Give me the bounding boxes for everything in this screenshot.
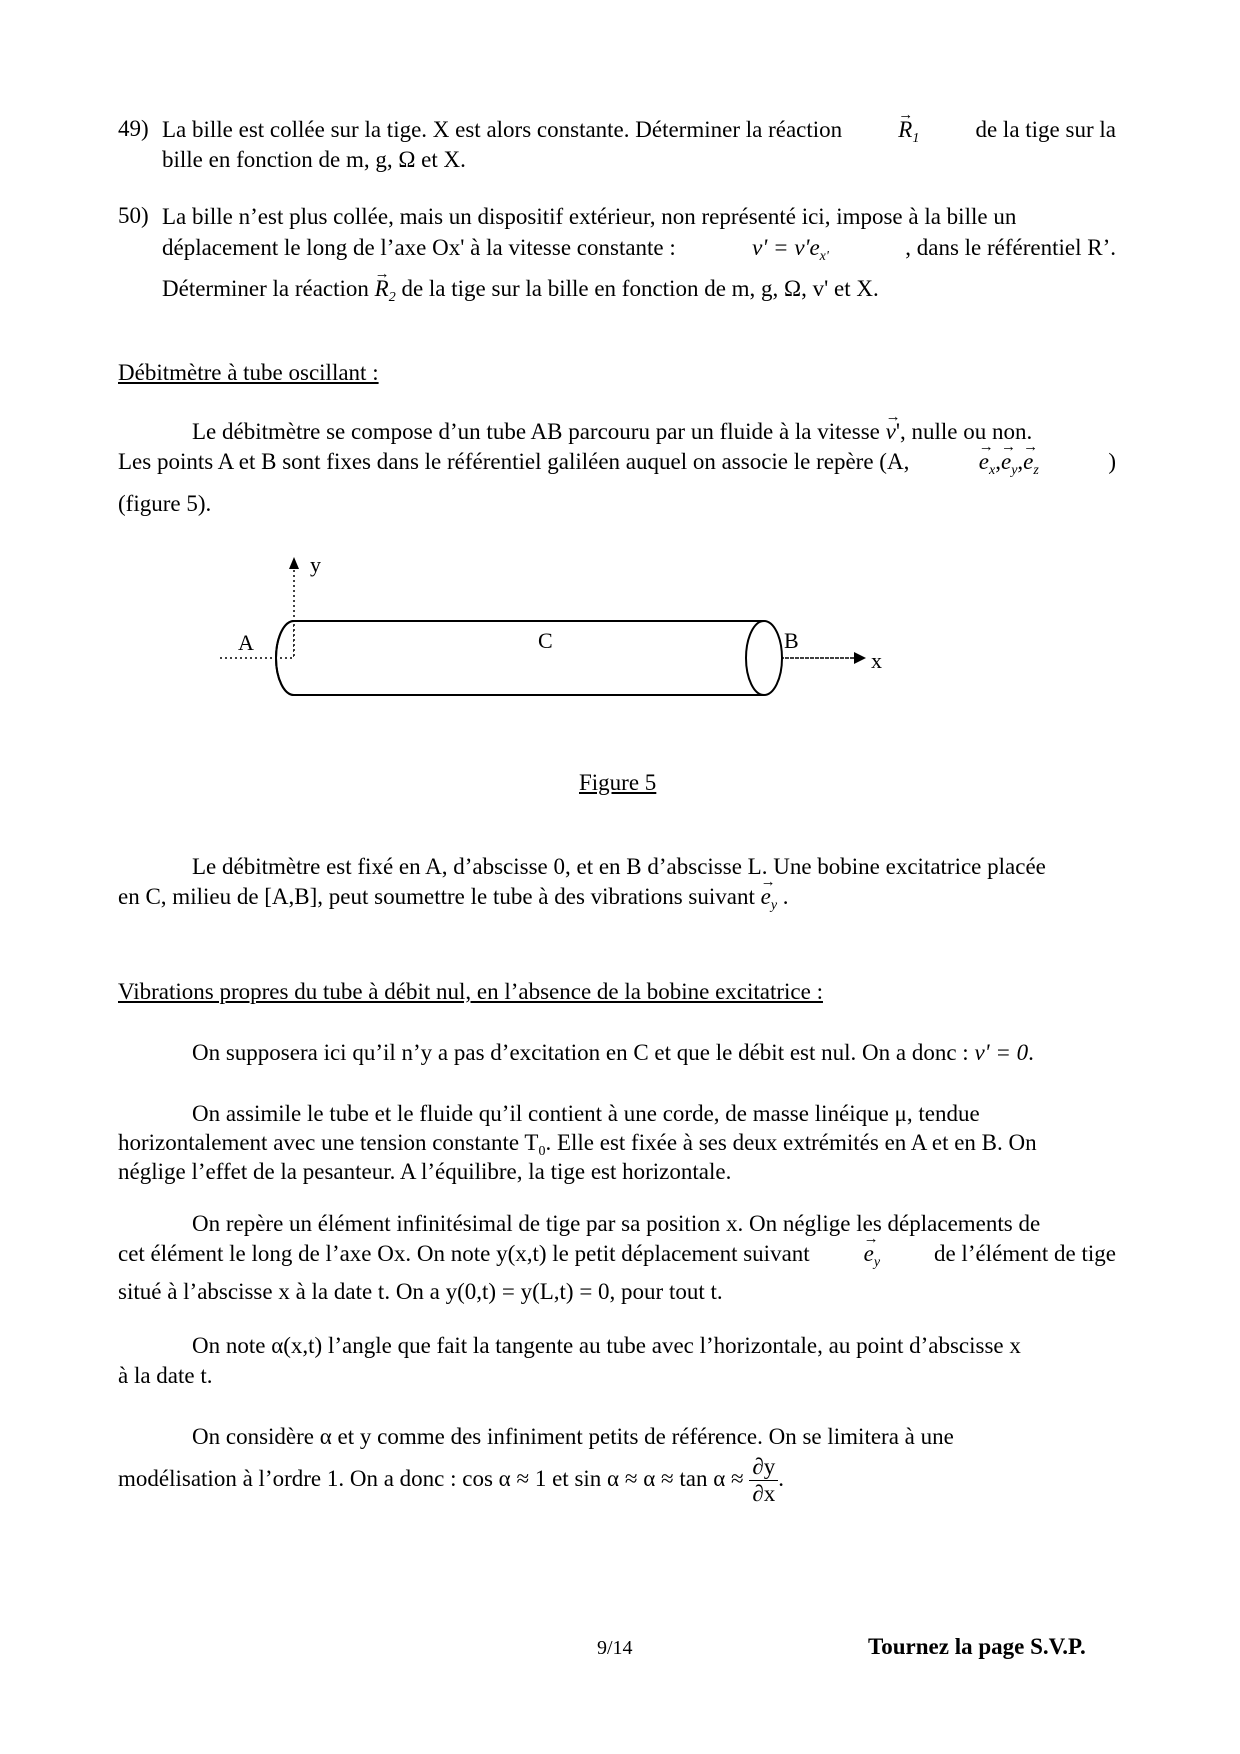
label-y: y bbox=[310, 552, 321, 577]
vector-r1: → R bbox=[898, 116, 912, 144]
label-x: x bbox=[871, 648, 882, 673]
label-c: C bbox=[538, 628, 553, 653]
x-axis-arrow bbox=[854, 652, 866, 664]
page-number: 9/14 bbox=[597, 1637, 633, 1659]
paragraph-1-line-1: Le débitmètre se compose d’un tube AB parcouru par un fluide à la vitesse → v', nulle ou non. bbox=[192, 418, 1032, 446]
label-b: B bbox=[784, 628, 799, 653]
question-50-line-3: Déterminer la réaction → $R_2$ de la tige sur la bille en fonction de m, g, Ω, v' et X. bbox=[162, 275, 879, 312]
question-50-line-1: La bille n’est plus collée, mais un dispositif extérieur, non représenté ici, impose à la bille un bbox=[162, 204, 1017, 229]
question-number-50: 50) bbox=[118, 203, 149, 228]
zero-velocity-formula: v' = 0 bbox=[974, 1040, 1029, 1065]
label-a: A bbox=[238, 630, 254, 655]
section-title-debitmetre: Débitmètre à tube oscillant : bbox=[118, 360, 379, 385]
figure-caption: Figure 5 bbox=[579, 770, 657, 795]
paragraph-4-line-2: horizontalement avec une tension constante $T_0$. Elle est fixée à ses deux extrémités en A et en B. On bbox=[118, 1130, 1037, 1159]
section-title-vibrations: Vibrations propres du tube à débit nul, en l’absence de la bobine excitatrice : bbox=[118, 979, 823, 1004]
paragraph-7-line-2: modélisation à l’ordre 1. On a donc : cos α ≈ 1 et sin α ≈ α ≈ tan α ≈ $\frac{\partial y}{\partial x}$ . bbox=[118, 1454, 785, 1507]
paragraph-4-line-1: On assimile le tube et le fluide qu’il contient à une corde, de masse linéique μ, tendue bbox=[192, 1101, 980, 1126]
question-49-line-1: La bille est collée sur la tige. X est alors constante. Déterminer la réaction → $R_1$ de la tige sur la bbox=[162, 116, 1116, 153]
paragraph-4-line-3: néglige l’effet de la pesanteur. A l’équilibre, la tige est horizontale. bbox=[118, 1159, 732, 1184]
y-axis-arrow bbox=[289, 557, 299, 569]
paragraph-2-line-1: Le débitmètre est fixé en A, d’abscisse 0, et en B d’abscisse L. Une bobine excitatrice placée bbox=[192, 854, 1046, 879]
paragraph-5-line-1: On repère un élément infinitésimal de tige par sa position x. On néglige les déplacements de bbox=[192, 1211, 1041, 1236]
vector-r2: → R bbox=[375, 275, 389, 303]
paragraph-6-line-1: On note α(x,t) l’angle que fait la tangente au tube avec l’horizontale, au point d’abscisse x bbox=[192, 1333, 1021, 1358]
paragraph-5-line-2: cet élément le long de l’axe Ox. On note y(x,t) le petit déplacement suivant → $e_y$ de l’élément de tige bbox=[118, 1240, 1116, 1277]
paragraph-2-line-2: en C, milieu de [A,B], peut soumettre le tube à des vibrations suivant → $e_y$ . bbox=[118, 883, 789, 920]
velocity-formula: $v' = v'e_{x'}$ bbox=[752, 235, 829, 264]
question-49-line-2: bille en fonction de m, g, Ω et X. bbox=[162, 147, 466, 172]
paragraph-1-line-2: Les points A et B sont fixes dans le référentiel galiléen auquel on associe le repère (A, → $e_x,\to e_y,\to e_z$ ) bbox=[118, 448, 1116, 485]
paragraph-3: On supposera ici qu’il n’y a pas d’excitation en C et que le débit est nul. On a donc : v' = 0. bbox=[192, 1040, 1034, 1065]
question-number-49: 49) bbox=[118, 116, 149, 141]
partial-derivative-fraction: $\frac{\partial y}{\partial x}$ bbox=[749, 1454, 778, 1507]
turn-page-note: Tournez la page S.V.P. bbox=[868, 1634, 1086, 1659]
question-50-line-2: déplacement le long de l’axe Ox' à la vitesse constante : $v' = v'e_{x'}$ , dans le référentiel R’. bbox=[162, 234, 1116, 271]
paragraph-7-line-1: On considère α et y comme des infiniment petits de référence. On se limitera à une bbox=[192, 1424, 954, 1449]
paragraph-5-line-3: situé à l’abscisse x à la date t. On a y(0,t) = y(L,t) = 0, pour tout t. bbox=[118, 1279, 723, 1304]
tube-end-b bbox=[746, 621, 782, 695]
paragraph-6-line-2: à la date t. bbox=[118, 1363, 213, 1388]
figure-5-diagram bbox=[210, 540, 910, 720]
vector-v: → v bbox=[886, 418, 896, 446]
paragraph-1-line-3: (figure 5). bbox=[118, 491, 212, 516]
